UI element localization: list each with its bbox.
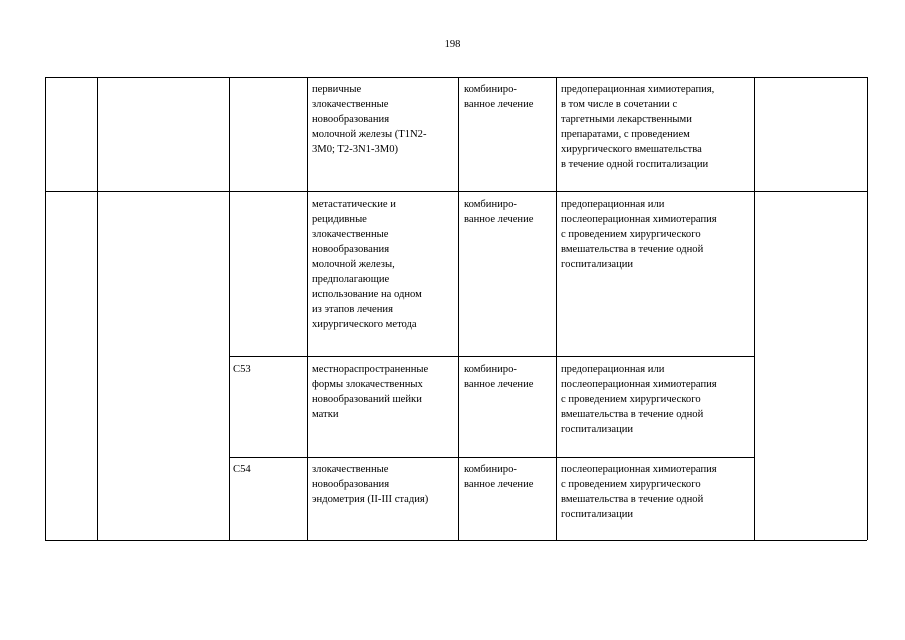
row-border-1 (45, 191, 867, 192)
treatment-type-cell: комбиниро- ванное лечение (464, 199, 534, 225)
col-border-5 (458, 77, 459, 540)
col-border-3 (229, 77, 230, 540)
code-cell: C54 (233, 464, 251, 475)
treatment-method-cell: послеоперационная химиотерапия с проведением хирургического вмешательства в течение одной госпитализации (561, 464, 717, 520)
row-border-3 (229, 457, 754, 458)
col-border-8 (867, 77, 868, 540)
col-border-4 (307, 77, 308, 540)
row-border-2 (229, 356, 754, 357)
row-border-bottom (45, 540, 867, 541)
col-border-6 (556, 77, 557, 540)
treatment-method-cell: предоперационная химиотерапия, в том числе в сочетании с таргетными лекарственными препаратами, с проведением хирургического вмешательства в течение одной госпитализации (561, 84, 715, 170)
page-number: 198 (444, 39, 461, 50)
diagnosis-cell: местнораспространенные формы злокачественных новообразований шейки матки (312, 364, 429, 420)
treatment-type-cell: комбиниро- ванное лечение (464, 464, 534, 490)
diagnosis-cell: метастатические и рецидивные злокачественные новообразования молочной железы, предполагающие использование на одном из этапов лечения хирургического метода (312, 199, 422, 330)
treatment-method-cell: предоперационная или послеоперационная химиотерапия с проведением хирургического вмешательства в течение одной госпитализации (561, 364, 717, 435)
treatment-type-cell: комбиниро- ванное лечение (464, 364, 534, 390)
row-border-top (45, 77, 867, 78)
col-border-2 (97, 77, 98, 540)
col-border-1 (45, 77, 46, 540)
diagnosis-cell: злокачественные новообразования эндометрия (II-III стадия) (312, 464, 429, 505)
diagnosis-cell: первичные злокачественные новообразования молочной железы (T1N2- 3M0; T2-3N1-3M0) (312, 84, 427, 155)
code-cell: C53 (233, 364, 251, 375)
treatment-method-cell: предоперационная или послеоперационная химиотерапия с проведением хирургического вмешательства в течение одной госпитализации (561, 199, 717, 270)
treatment-type-cell: комбиниро- ванное лечение (464, 84, 534, 110)
col-border-7 (754, 77, 755, 540)
